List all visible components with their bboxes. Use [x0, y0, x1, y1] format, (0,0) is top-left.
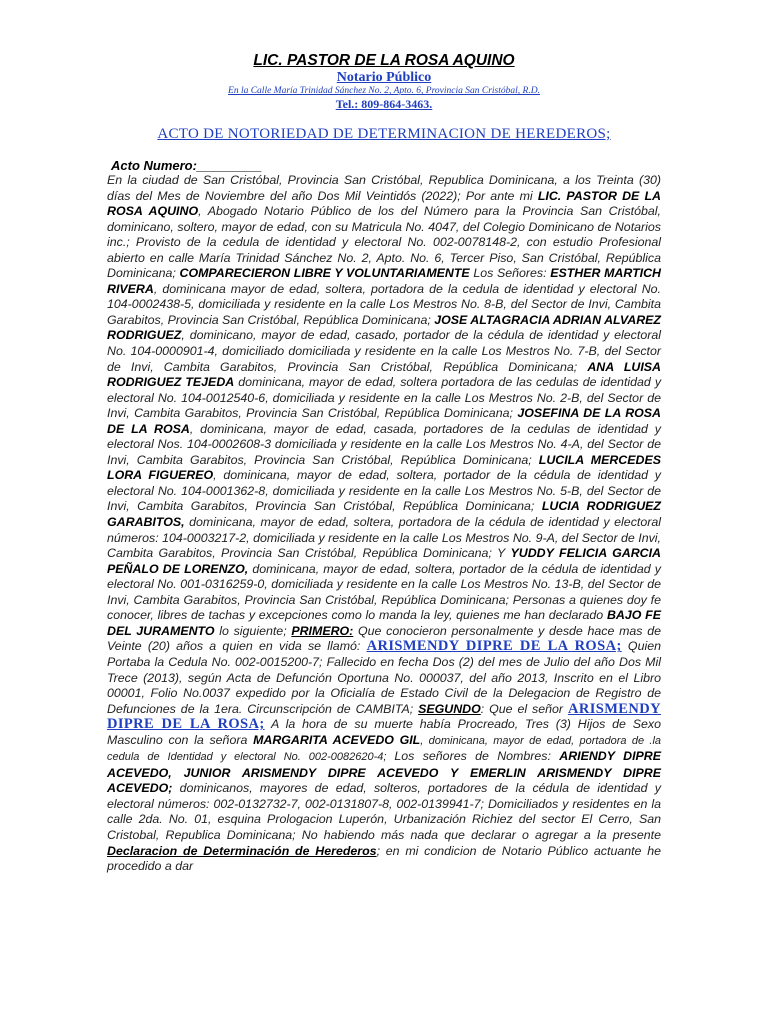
body-run: PRIMERO:	[291, 623, 354, 638]
document-body	[107, 173, 661, 875]
body-run: BAJO FE DEL JURAMENTO	[107, 608, 662, 638]
body-run: Que conocieron personalmente y desde hace mas de Veinte (20) años a quien en vida se llamó:	[107, 623, 661, 654]
notary-name: LIC. PASTOR DE LA ROSA AQUINO	[253, 52, 515, 69]
body-run: ARISMENDY DIPRE DE LA ROSA;	[107, 700, 661, 733]
body-run: LUCILA MERCEDES LORA FIGUEREO	[107, 452, 661, 483]
body-run: , dominicana, mayor de edad, soltera, portador de la cédula de identidad y electoral No. 104-0001362-8, domiciliada y residente en la calle Los Mestros No. 5-B, del Sector de Invi, Cambita Garabitos, Provincia San Cristóbal, República Dominicana;	[107, 468, 661, 514]
body-run: En la ciudad de San Cristóbal, Provincia San Cristóbal, Republica Dominicana, a los Treinta (30) días del Mes de Noviembre del año Dos Mil Veintidós (2022); Por ante mi	[107, 173, 661, 203]
body-run: SEGUNDO	[418, 701, 481, 716]
body-run: Declaracion de Determinación de Herederos	[107, 843, 377, 858]
body-run: JOSEFINA DE LA ROSA DE LA ROSA	[107, 406, 661, 436]
body-run: ANA LUISA RODRIGUEZ TEJEDA	[107, 359, 662, 390]
body-run: ESTHER MARTICH RIVERA	[107, 266, 662, 296]
body-run: ARISMENDY DIPRE DE LA ROSA;	[366, 638, 622, 655]
body-run: Los Señores:	[469, 266, 551, 281]
body-run: , dominicana, mayor de edad, casada, portadores de la cedulas de identidad y electoral Nos. 104-0002608-3 domiciliada y residente en la calle Los Mestros No. 4-A, del Sector de Invi, Cambita Garabitos, Provincia San Cristóbal, República Dominicana;	[107, 421, 661, 467]
body-run: dominicanos, mayores de edad, solteros, portadores de la cédula de identidad y electoral números: 002-0132732-7, 002-0131807-8, 002-0139941-7; Domiciliados y residentes en la calle 2da. No. 01, esquina Prologacion Luperón, Urbanización Richiez del sector El Cerro, San Cristobal, Republica Dominicana; No habiendo más nada que declarar o agregar a la presente	[107, 781, 661, 842]
body-run: JOSE ALTAGRACIA ADRIAN ALVAREZ RODRIGUEZ	[107, 312, 661, 343]
body-run: COMPARECIERON LIBRE Y VOLUNTARIAMENTE	[179, 266, 470, 281]
body-run: , dominicana, mayor de edad, portadora de .la cedula de Identidad y electoral No. 002-0082620-4;	[107, 734, 662, 764]
body-run: , dominicana mayor de edad, soltera, portadora de la cedula de identidad y electoral No. 104-0002438-5, domiciliada y residente en la calle Los Mestros No. 8-B, del Sector de Invi, Cambita Garabitos, Provincia San Cristóbal, República Dominicana;	[107, 281, 661, 327]
acto-numero: Acto Numero:_________	[111, 158, 263, 173]
body-run: , dominicano, mayor de edad, casado, portador de la cédula de identidad y electoral No. 104-0000901-4, domiciliado domiciliada y residente en la calle Los Mestros No. 7-B, del Sector de Invi, Cambita Garabitos, Provincia San Cristóbal, República Dominicana;	[107, 328, 661, 374]
body-run: A la hora de su muerte había Procreado, Tres (3) Hijos de Sexo Masculino con la señora	[107, 717, 661, 747]
body-run: lo siguiente;	[214, 623, 292, 638]
body-run: Los señores de Nombres:	[394, 749, 560, 764]
document-title: ACTO DE NOTORIEDAD DE DETERMINACION DE HEREDEROS;	[157, 126, 611, 142]
body-run: MARGARITA ACEVEDO GIL	[253, 732, 421, 747]
body-run: ARIENDY DIPRE ACEVEDO, JUNIOR ARISMENDY DIPRE ACEVEDO Y EMERLIN ARISMENDY DIPRE ACEVEDO;	[107, 749, 661, 796]
body-run: LIC. PASTOR DE LA ROSA AQUINO	[107, 188, 661, 219]
body-run: dominicana, mayor de edad, soltera portadora de las cedulas de identidad y electoral No. 104-0012540-6, domiciliada y residente en la calle Los Mestros No. 2-B, del Sector de Invi, Cambita Garabitos, Provincia San Cristóbal, República Dominicana;	[107, 375, 662, 421]
notary-phone: Tel.: 809-864-3463.	[335, 97, 433, 111]
notary-address: En la Calle María Trinidad Sánchez No. 2, Apto. 6, Provincia San Cristóbal, R.D.	[228, 86, 540, 96]
body-run: dominicana, mayor de edad, soltera, portador de la cédula de identidad y electoral No. 001-0316259-0, domiciliada y residente en la calle Los Mestros No. 13-B, del Sector de Invi, Cambita Garabitos, Provincia San Cristóbal, República Dominicana; Personas a quienes doy fe conocer, libres de tachas y excepciones como lo manda la ley, quienes me han declarado	[107, 561, 661, 623]
body-run: ; en mi condicion de Notario Público actuante he procedido a dar	[107, 843, 661, 874]
body-run: dominicana, mayor de edad, soltera, portadora de la cédula de identidad y electoral números: 104-0003217-2, domiciliada y residente en la calle Los Mestros No. 9-A, del Sector de Invi, Cambita Garabitos, Provincia San Cristóbal, República Dominicana; Y	[107, 515, 661, 561]
body-run: Quien Portaba la Cedula No. 002-0015200-7; Fallecido en fecha Dos (2) del mes de Julio del año Dos Mil Trece (2013), según Acta de Defunción Oportuna No. 000037, del año 2013, Inscrito en el Libro 00001, Folio No.0037 expedido por la Oficialía de Estado Civil de la Delegacion de Registro de Defunciones de la 1era. Circunscripción de CAMBITA;	[107, 639, 661, 716]
notary-title: Notario Público	[336, 70, 432, 85]
body-run: LUCIA RODRIGUEZ GARABITOS,	[107, 499, 661, 530]
body-run: : Que el señor	[480, 701, 568, 716]
body-run: YUDDY FELICIA GARCIA PEÑALO DE LORENZO,	[107, 546, 661, 576]
body-run: , Abogado Notario Público de los del Número para la Provincia San Cristóbal, dominicano, soltero, mayor de edad, con su Matricula No. 4047, del Colegio Dominicano de Notarios inc.; Provisto de la cedula de identidad y electoral No. 002-0078148-2, con estudio Profesional abierto en calle María Trinidad Sánchez No. 2, Apto. No. 6, Tercer Piso, San Cristóbal, República Dominicana;	[107, 204, 661, 281]
